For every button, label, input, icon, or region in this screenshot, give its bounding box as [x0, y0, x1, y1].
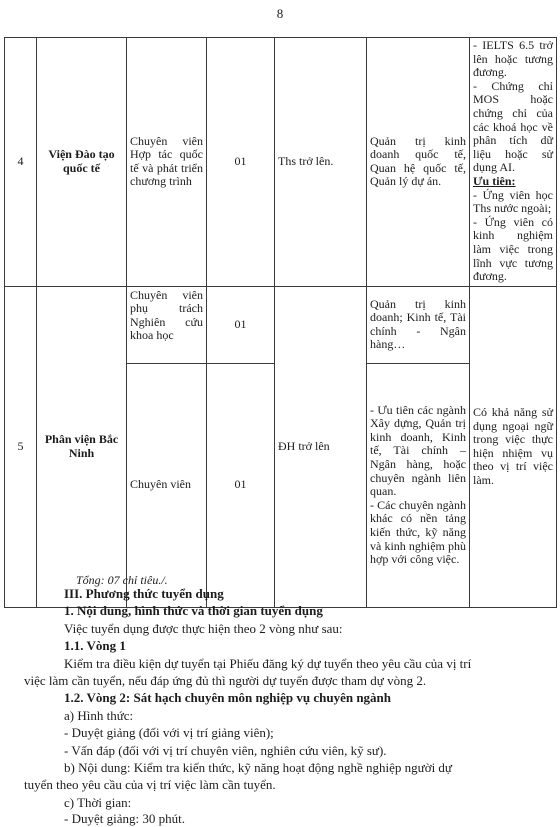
row-stt: 4 [5, 38, 37, 287]
list-item: - Duyệt giảng (đối với vị trí giảng viên); [64, 725, 274, 740]
row-degree: Ths trở lên. [275, 38, 367, 287]
table-row [5, 38, 557, 287]
subsection-heading: 1. Nội dung, hình thức và thời gian tuyển dụng [64, 603, 323, 618]
subsection-heading: 1.2. Vòng 2: Sát hạch chuyên môn nghiệp vụ chuyên ngành [64, 690, 392, 705]
row-unit: Phân viện Bắc Ninh [37, 286, 127, 607]
list-item: - Duyệt giảng: 30 phút. [64, 811, 185, 826]
recruitment-table [4, 37, 557, 608]
row-stt: 5 [5, 286, 37, 607]
paragraph: tuyển theo yêu cầu của vị trí việc làm cần tuyển. [24, 777, 276, 792]
subsection-heading: 1.1. Vòng 1 [64, 638, 126, 653]
row-major: Quản trị kinh doanh; Kinh tế, Tài chính - Ngân hàng… [367, 286, 470, 363]
row-major: - Ưu tiên các ngành Xây dựng, Quản trị kinh doanh, Kinh tế, Tài chính – Ngân hàng, hoặc chuyên ngành liên quan. - Các chuyên ngành khác có nền tảng kiến thức, kỹ năng và kinh nghiệm phù hợp với công việc. [367, 363, 470, 607]
row-count: 01 [207, 38, 275, 287]
priority-item: - Ứng viên học Ths nước ngoài; [473, 187, 553, 216]
row-requirements: Có khả năng sử dụng ngoại ngữ trong việc thực hiện nhiệm vụ theo vị trí việc làm. [470, 286, 557, 607]
paragraph: Việc tuyển dụng được thực hiện theo 2 vòng như sau: [64, 621, 343, 636]
row-degree: ĐH trở lên [275, 286, 367, 607]
row-count: 01 [207, 363, 275, 607]
priority-label: Ưu tiên: [473, 173, 516, 188]
row-position: Chuyên viên [127, 363, 207, 607]
row-major: Quản trị kinh doanh quốc tế, Quan hệ quốc tế, Quản lý dự án. [367, 38, 470, 287]
section-heading: III. Phương thức tuyển dụng [64, 586, 224, 601]
priority-item: - Ứng viên có kinh nghiệm làm việc trong lĩnh vực tương đương. [473, 214, 553, 284]
row-unit: Viện Đào tạo quốc tế [37, 38, 127, 287]
row-count: 01 [207, 286, 275, 363]
list-item: - Vấn đáp (đối với vị trí chuyên viên, nghiên cứu viên, kỹ sư). [64, 743, 387, 758]
requirement-item: - Chứng chỉ MOS hoặc chứng chỉ của các khoá học về phân tích dữ liệu hoặc sử dụng AI. [473, 78, 553, 175]
requirement-item: - IELTS 6.5 trở lên hoặc tương đương. [473, 38, 553, 80]
paragraph: c) Thời gian: [64, 795, 132, 810]
row-position: Chuyên viên Hợp tác quốc tế và phát triển chương trình [127, 38, 207, 287]
page-number: 8 [276, 6, 284, 21]
total-note: Tổng: 07 chỉ tiêu./. [76, 573, 168, 587]
paragraph: a) Hình thức: [64, 708, 134, 723]
paragraph: b) Nội dung: Kiểm tra kiến thức, kỹ năng hoạt động nghề nghiệp người dự [64, 760, 452, 775]
table-row [5, 286, 557, 363]
paragraph: Kiểm tra điều kiện dự tuyển tại Phiếu đăng ký dự tuyển theo yêu cầu của vị trí [64, 656, 472, 671]
paragraph: việc làm cần tuyển, nếu đáp ứng đủ thì người dự tuyển được tham dự vòng 2. [24, 673, 427, 688]
row-position: Chuyên viên phụ trách Nghiên cứu khoa học [127, 286, 207, 363]
row-requirements [470, 38, 557, 287]
